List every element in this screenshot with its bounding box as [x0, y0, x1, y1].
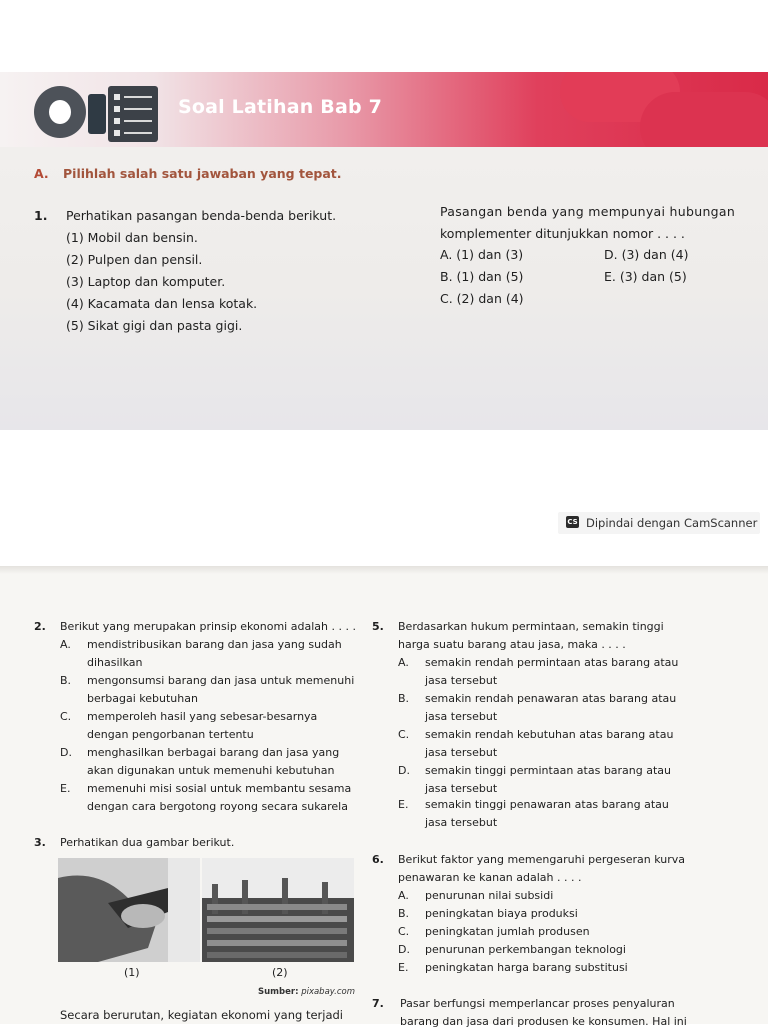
option-text: mendistribusikan barang dan jasa yang sudah	[87, 638, 342, 651]
image-caption: (2)	[272, 966, 288, 979]
camscanner-watermark	[558, 512, 760, 534]
option-letter: C.	[60, 710, 72, 723]
option-text: jasa tersebut	[425, 746, 498, 759]
option-text: jasa tersebut	[425, 674, 498, 687]
option-text: semakin rendah permintaan atas barang atau	[425, 656, 679, 669]
option-letter: B.	[398, 692, 410, 705]
source-value: pixabay.com	[301, 987, 356, 997]
source-label: Sumber:	[258, 987, 299, 997]
question-number: 5.	[372, 620, 384, 633]
option-letter: D.	[398, 764, 410, 777]
option-letter: B.	[398, 907, 410, 920]
option-text: dengan cara bergotong royong secara sukarela	[87, 800, 348, 813]
option-letter: C.	[398, 728, 410, 741]
question-prompt: komplementer ditunjukkan nomor . . . .	[440, 226, 685, 241]
option-text: semakin tinggi penawaran atas barang atau	[425, 798, 669, 811]
target-icon	[34, 86, 86, 138]
answer-option: C. (2) dan (4)	[440, 291, 524, 306]
question-continuation: Secara berurutan, kegiatan ekonomi yang terjadi	[60, 1008, 343, 1022]
option-letter: E.	[60, 782, 71, 795]
question-number: 3.	[34, 836, 46, 849]
option-text: semakin rendah kebutuhan atas barang atau	[425, 728, 674, 741]
option-letter: B.	[60, 674, 72, 687]
list-item: (5) Sikat gigi dan pasta gigi.	[66, 318, 243, 333]
option-text: semakin rendah penawaran atas barang atau	[425, 692, 677, 705]
option-letter: A.	[398, 656, 409, 669]
answer-option: E. (3) dan (5)	[604, 269, 687, 284]
option-text: peningkatan biaya produksi	[425, 907, 578, 920]
option-letter: D.	[398, 943, 410, 956]
section-label: A.	[34, 166, 49, 181]
answer-option: A. (1) dan (3)	[440, 247, 524, 262]
question-stem: barang dan jasa dari produsen ke konsumen. Hal ini	[400, 1015, 687, 1028]
question-number: 7.	[372, 997, 384, 1010]
fuel-nozzle-photo	[58, 858, 200, 962]
image-caption: (1)	[124, 966, 140, 979]
list-item: (1) Mobil dan bensin.	[66, 230, 198, 245]
option-letter: A.	[398, 889, 409, 902]
option-text: mengonsumsi barang dan jasa untuk memenuhi	[87, 674, 355, 687]
chapter-banner	[0, 72, 768, 147]
question-stem: Berdasarkan hukum permintaan, semakin tinggi	[398, 620, 664, 633]
container-port-photo	[202, 858, 354, 962]
option-text: jasa tersebut	[425, 710, 498, 723]
option-text: semakin tinggi permintaan atas barang atau	[425, 764, 672, 777]
option-text: peningkatan harga barang substitusi	[425, 961, 628, 974]
option-letter: E.	[398, 961, 409, 974]
question-number: 1.	[34, 208, 48, 223]
answer-option: D. (3) dan (4)	[604, 247, 689, 262]
list-item: (4) Kacamata dan lensa kotak.	[66, 296, 258, 311]
option-text: akan digunakan untuk memenuhi kebutuhan	[87, 764, 335, 777]
question-stem: Pasar berfungsi memperlancar proses penyaluran	[400, 997, 675, 1010]
option-text: dengan pengorbanan tertentu	[87, 728, 254, 741]
list-item: (2) Pulpen dan pensil.	[66, 252, 203, 267]
option-text: jasa tersebut	[425, 816, 498, 829]
image-source	[258, 987, 355, 997]
camscanner-logo-icon: CS	[567, 518, 578, 526]
option-letter: C.	[398, 925, 410, 938]
question-stem: Berikut faktor yang memengaruhi pergeseran kurva	[398, 853, 685, 866]
list-item: (3) Laptop dan komputer.	[66, 274, 226, 289]
fuel-pump-image	[58, 858, 200, 962]
question-prompt: Pasangan benda yang mempunyai hubungan	[440, 204, 736, 219]
question-stem: Berikut yang merupakan prinsip ekonomi adalah . . . .	[60, 620, 356, 633]
option-text: berbagai kebutuhan	[87, 692, 198, 705]
camscanner-label: Dipindai dengan CamScanner	[586, 516, 758, 530]
textbook-page-top	[0, 72, 768, 430]
option-text: penurunan nilai subsidi	[425, 889, 554, 902]
option-text: peningkatan jumlah produsen	[425, 925, 590, 938]
pen-icon	[88, 94, 106, 134]
section-instruction: Pilihlah salah satu jawaban yang tepat.	[63, 166, 342, 181]
port-image	[202, 858, 354, 962]
option-text: penurunan perkembangan teknologi	[425, 943, 626, 956]
option-text: memenuhi misi sosial untuk membantu sesama	[87, 782, 352, 795]
chapter-title: Soal Latihan Bab 7	[178, 96, 383, 118]
option-text: memperoleh hasil yang sebesar-besarnya	[87, 710, 318, 723]
option-letter: E.	[398, 798, 409, 811]
question-number: 2.	[34, 620, 46, 633]
question-number: 6.	[372, 853, 384, 866]
answer-option: B. (1) dan (5)	[440, 269, 524, 284]
question-stem: Perhatikan pasangan benda-benda berikut.	[66, 208, 337, 223]
option-letter: A.	[60, 638, 71, 651]
checklist-icon	[108, 86, 158, 142]
option-text: dihasilkan	[87, 656, 143, 669]
question-stem: Perhatikan dua gambar berikut.	[60, 836, 235, 849]
question-stem: penawaran ke kanan adalah . . . .	[398, 871, 582, 884]
option-text: menghasilkan berbagai barang dan jasa yang	[87, 746, 340, 759]
question-stem: harga suatu barang atau jasa, maka . . . .	[398, 638, 626, 651]
option-text: jasa tersebut	[425, 782, 498, 795]
section-heading	[34, 166, 342, 181]
option-letter: D.	[60, 746, 72, 759]
